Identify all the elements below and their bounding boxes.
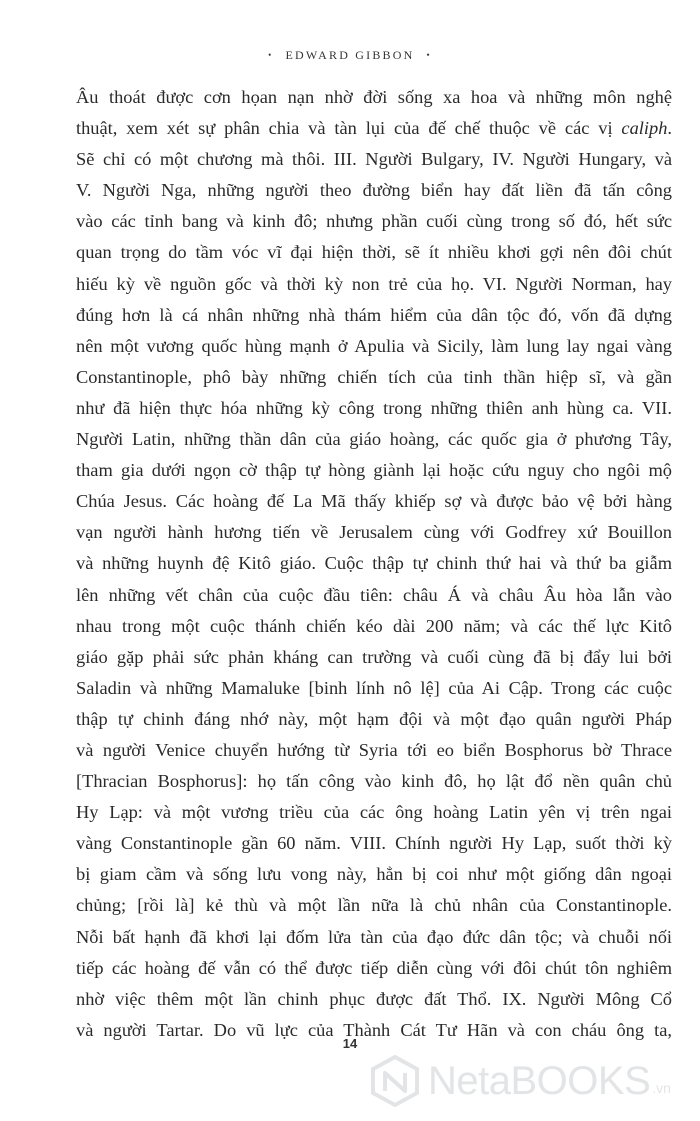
text-line: chủng; [rồi là] kẻ thù và một lần nữa là chủ nhân của Constantinople. <box>76 895 672 916</box>
text-line: vàng Constantinople gần 60 năm. VIII. Chính người Hy Lạp, suốt thời kỳ <box>76 833 672 854</box>
page-number: 14 <box>342 1036 358 1051</box>
text-line: Nỗi bất hạnh đã khơi lại đốm lửa tàn của đạo đức dân tộc; và chuỗi nối <box>76 926 672 947</box>
text-line: Người Latin, những thần dân của giáo hoàng, các quốc gia ở phương Tây, <box>76 429 672 450</box>
running-head-title: EDWARD GIBBON <box>285 48 415 62</box>
text-line: tiếp các hoàng đế vẫn có thể được tiếp diễn cùng với đôi chút tôn nghiêm <box>76 957 672 978</box>
neta-logo-icon <box>368 1054 422 1108</box>
text-line: Âu thoát được cơn họan nạn nhờ đời sống xa hoa và những môn nghệ <box>76 87 672 107</box>
text-line: nên một vương quốc hùng mạnh ở Apulia và Sicily, làm lung lay ngai vàng <box>76 335 672 356</box>
text-line: Saladin và những Mamaluke [binh lính nô lệ] của Ai Cập. Trong các cuộc <box>76 677 672 698</box>
text-line: V. Người Nga, những người theo đường biển hay đất liền đã tấn công <box>76 180 672 201</box>
watermark-brand: NetaBOOKS <box>428 1058 651 1103</box>
text-line: nhau trong một cuộc thánh chiến kéo dài 200 năm; và các thế lực Kitô <box>76 615 672 636</box>
text-line: bị giam cầm và sống lưu vong này, hẳn bị coi như một giống dân ngoại <box>76 864 672 885</box>
body-text <box>76 82 672 1046</box>
text-line: như đã hiện thực hóa những kỳ công trong những thiên anh hùng ca. VII. <box>76 397 672 418</box>
bullet-left: • <box>268 50 274 60</box>
text-line: Constantinople, phô bày những chiến tích của tinh thần hiệp sĩ, và gần <box>76 366 672 387</box>
text-line: lên những vết chân của cuộc đầu tiên: châu Á và châu Âu hòa lẫn vào <box>76 584 672 605</box>
running-head <box>0 48 700 63</box>
text-line: quan trọng do tầm vóc vĩ đại hiện thời, sẽ ít nhiều khơi gợi nên đôi chút <box>76 242 672 263</box>
text-line: đúng hơn là cá nhân những nhà thám hiểm của dân tộc đó, vốn đã dựng <box>76 304 672 325</box>
text-line: giáo gặp phải sức phản kháng can trường và cuối cùng đã bị đẩy lui bởi <box>76 646 672 667</box>
text-line: Chúa Jesus. Các hoàng đế La Mã thấy khiếp sợ và được bảo vệ bởi hàng <box>76 491 672 512</box>
text-line: Sẽ chỉ có một chương mà thôi. III. Người Bulgary, IV. Người Hungary, và <box>76 149 672 170</box>
text-line: thuật, xem xét sự phân chia và tàn lụi của đế chế thuộc về các vị caliph. <box>76 118 672 139</box>
bullet-right: • <box>426 50 432 60</box>
text-line: hiếu kỳ về nguồn gốc và thời kỳ non trẻ của họ. VI. Người Norman, hay <box>76 273 672 294</box>
text-line: thập tự chinh đáng nhớ này, một hạm đội và một đạo quân người Pháp <box>76 708 672 729</box>
text-line: và những huynh đệ Kitô giáo. Cuộc thập tự chinh thứ hai và thứ ba giẫm <box>76 553 672 574</box>
text-line: Hy Lạp: và một vương triều của các ông hoàng Latin yên vị trên ngai <box>76 802 672 823</box>
text-line: vạn người hành hương tiến về Jerusalem cùng với Godfrey xứ Bouillon <box>76 522 672 543</box>
text-line: nhờ việc thêm một lần chinh phục được đất Thổ. IX. Người Mông Cổ <box>76 988 672 1009</box>
text-line: [Thracian Bosphorus]: họ tấn công vào kinh đô, họ lật đổ nền quân chủ <box>76 771 672 792</box>
text-line: và người Venice chuyển hướng từ Syria tới eo biển Bosphorus bờ Thrace <box>76 739 672 760</box>
watermark <box>368 1050 688 1112</box>
text-line: vào các tỉnh bang và kinh đô; nhưng phần cuối cùng trong số đó, hết sức <box>76 211 672 232</box>
watermark-suffix: .vn <box>652 1080 671 1096</box>
text-line: tham gia dưới ngọn cờ thập tự hòng giành lại hoặc cứu nguy cho ngôi mộ <box>76 460 672 481</box>
text-line: và người Tartar. Do vũ lực của Thành Cát Tư Hãn và con cháu ông ta, <box>76 1019 672 1040</box>
